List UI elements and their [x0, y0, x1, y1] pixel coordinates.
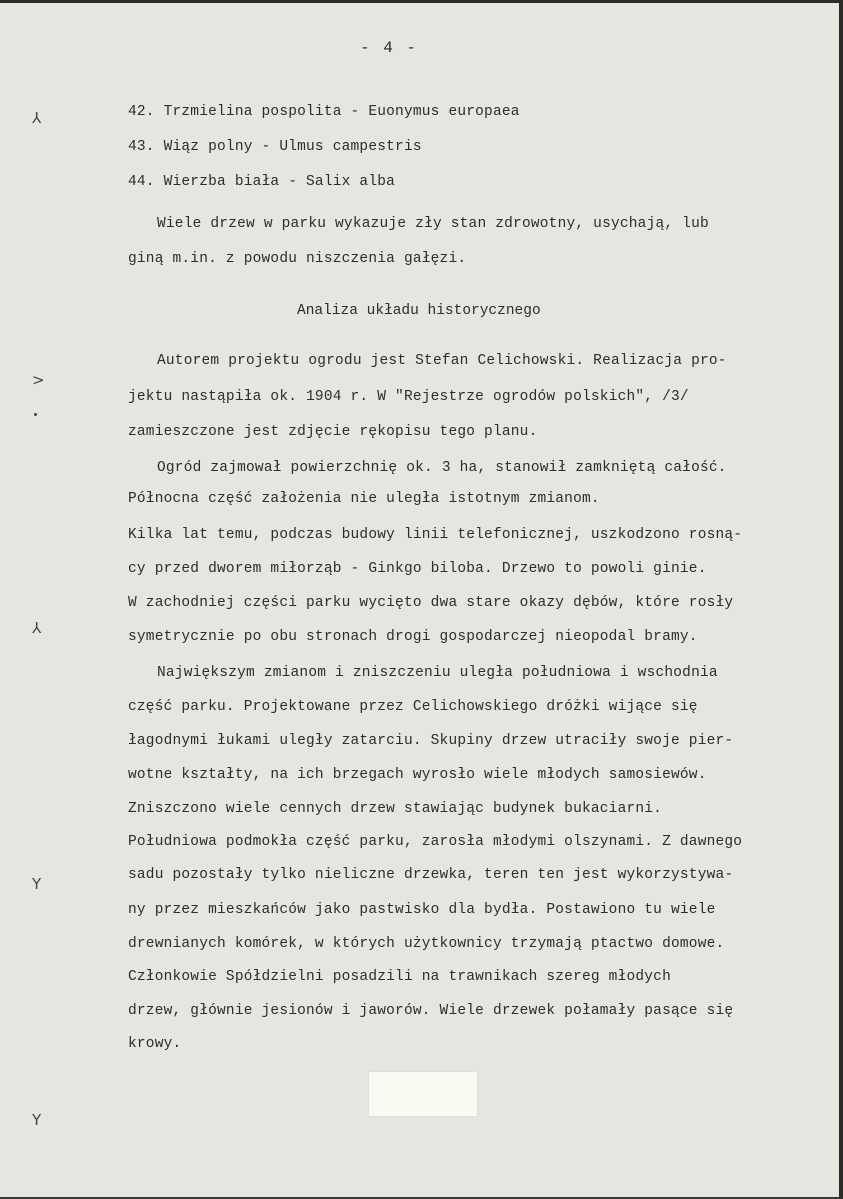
- margin-mark: ⅄: [32, 619, 42, 637]
- intro-line: giną m.in. z powodu niszczenia gałęzi.: [128, 251, 467, 267]
- body-line: Południowa podmokła część parku, zarosła młodymi olszynami. Z dawnego: [128, 834, 743, 850]
- body-line: W zachodniej części parku wycięto dwa stare okazy dębów, które rosły: [128, 595, 734, 611]
- body-line: wotne kształty, na ich brzegach wyrosło wiele młodych samosiewów.: [128, 767, 707, 783]
- body-line: Członkowie Spółdzielni posadzili na trawnikach szereg młodych: [128, 969, 671, 985]
- body-line: Zniszczono wiele cennych drzew stawiając budynek bukaciarni.: [128, 801, 663, 817]
- body-line: Ogród zajmował powierzchnię ok. 3 ha, stanowił zamkniętą całość.: [157, 460, 727, 476]
- body-line: jektu nastąpiła ok. 1904 r. W "Rejestrze ogrodów polskich", /3/: [128, 389, 689, 405]
- body-line: sadu pozostały tylko nieliczne drzewka, teren ten jest wykorzystywa-: [128, 867, 734, 883]
- list-item: 43. Wiąz polny - Ulmus campestris: [128, 139, 422, 155]
- body-line: łagodnymi łukami uległy zatarciu. Skupiny drzew utraciły swoje pier-: [128, 733, 734, 749]
- body-line: Największym zmianom i zniszczeniu uległa południowa i wschodnia: [157, 665, 718, 681]
- page-number: - 4 -: [360, 39, 419, 57]
- body-line: Autorem projektu ogrodu jest Stefan Celichowski. Realizacja pro-: [157, 353, 727, 369]
- section-heading: Analiza układu historycznego: [297, 303, 541, 319]
- body-line: ny przez mieszkańców jako pastwisko dla bydła. Postawiono tu wiele: [128, 902, 716, 918]
- body-line: drewnianych komórek, w których użytkownicy trzymają ptactwo domowe.: [128, 936, 725, 952]
- margin-mark: Y: [32, 875, 42, 893]
- body-line: Kilka lat temu, podczas budowy linii telefonicznej, uszkodzono rosną-: [128, 527, 743, 543]
- body-line: część parku. Projektowane przez Celichowskiego dróżki wijące się: [128, 699, 698, 715]
- body-line: zamieszczone jest zdjęcie rękopisu tego planu.: [128, 424, 538, 440]
- body-line: symetrycznie po obu stronach drogi gospodarczej nieopodal bramy.: [128, 629, 698, 645]
- body-line: Północna część założenia nie uległa istotnym zmianom.: [128, 491, 600, 507]
- paper-sticker: [369, 1072, 477, 1116]
- body-line: krowy.: [128, 1036, 182, 1052]
- margin-mark: >: [32, 371, 45, 389]
- body-line: cy przed dworem miłorząb - Ginkgo biloba. Drzewo to powoli ginie.: [128, 561, 707, 577]
- margin-mark: Y: [32, 1111, 42, 1129]
- margin-dot: [34, 413, 37, 416]
- intro-line: Wiele drzew w parku wykazuje zły stan zdrowotny, usychają, lub: [157, 216, 709, 232]
- margin-mark: ⅄: [32, 109, 42, 127]
- list-item: 44. Wierzba biała - Salix alba: [128, 174, 396, 190]
- list-item: 42. Trzmielina pospolita - Euonymus europaea: [128, 104, 520, 120]
- body-line: drzew, głównie jesionów i jaworów. Wiele drzewek połamały pasące się: [128, 1003, 734, 1019]
